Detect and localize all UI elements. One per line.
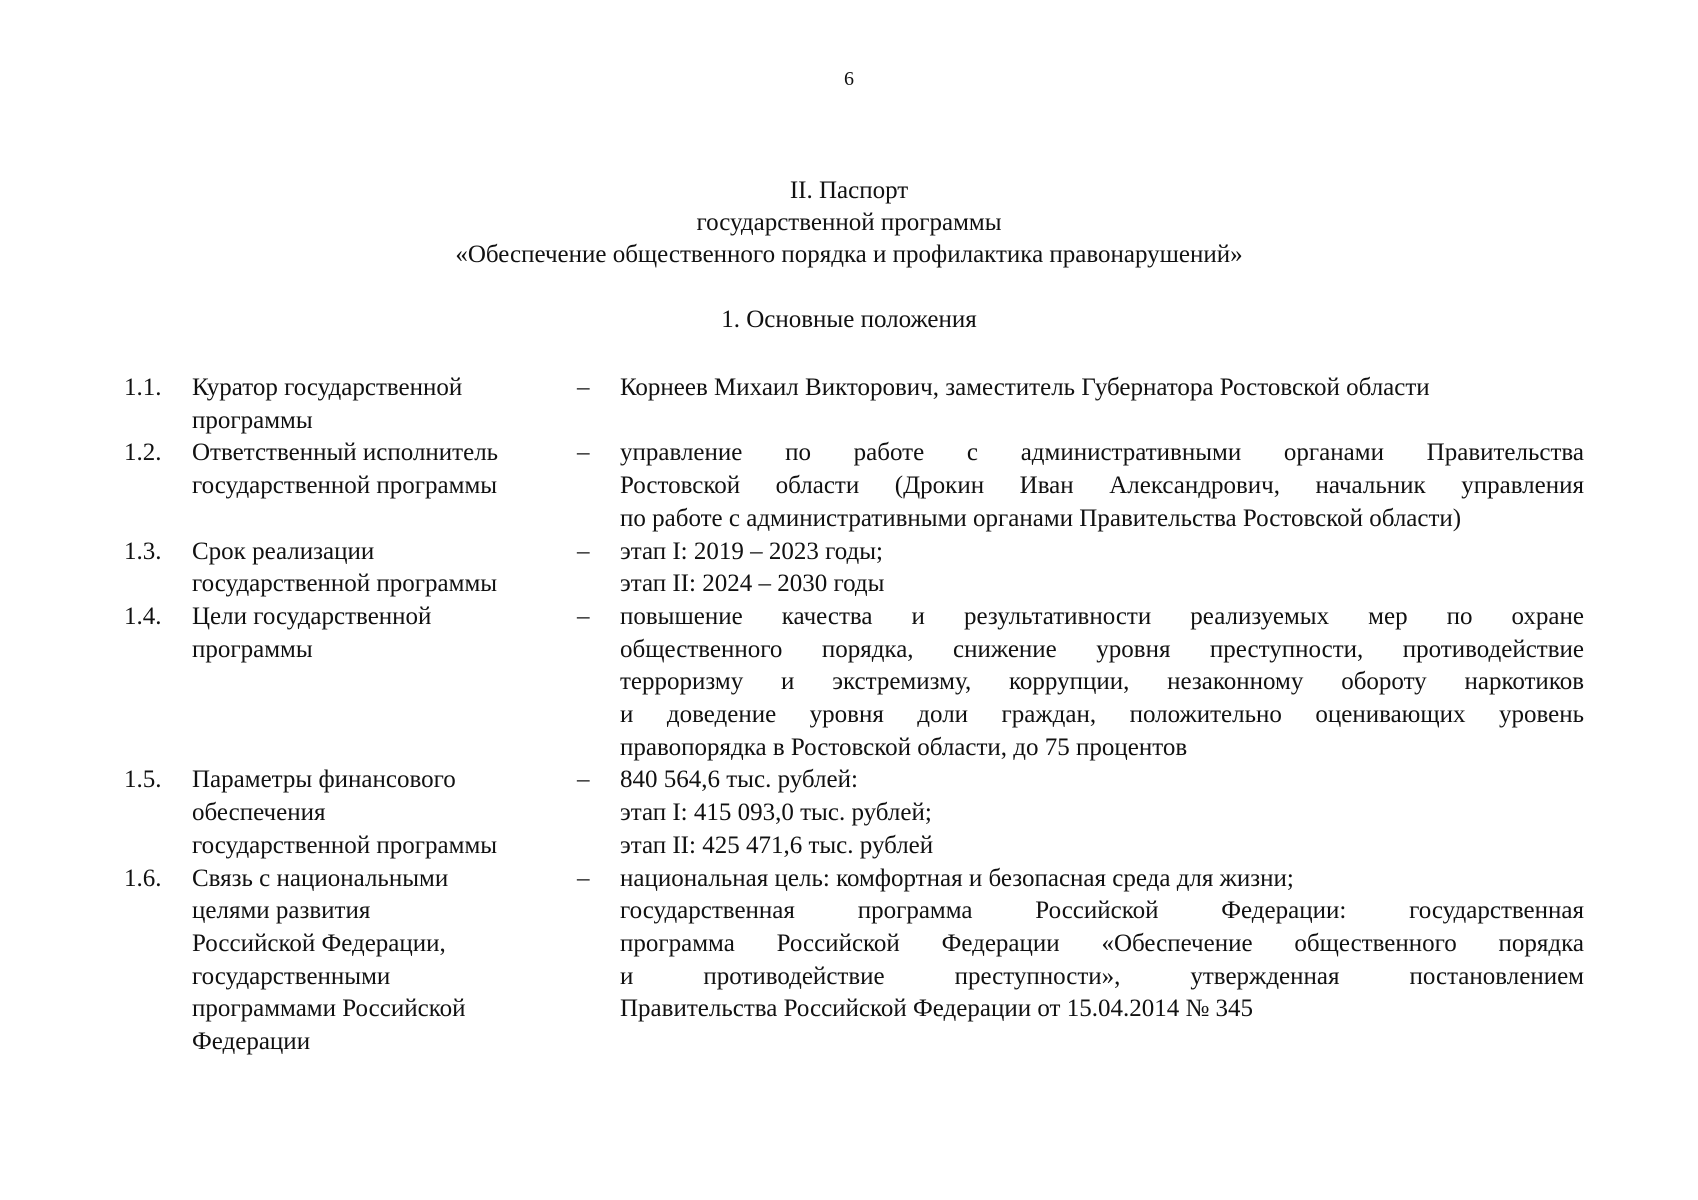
- row-label-line: Российской Федерации,: [192, 929, 446, 957]
- row-label-line: государственной программы: [192, 831, 498, 859]
- row-value: [620, 437, 1584, 535]
- row-value-line: 840 564,6 тыс. рублей:: [620, 766, 858, 794]
- passport-row: [0, 863, 1698, 1059]
- row-label-line: государственной программы: [192, 570, 498, 598]
- row-number: 1.2.: [124, 439, 162, 467]
- passport-row: [0, 601, 1698, 765]
- row-value-line: по работе с административными органами Правительства Ростовской области): [620, 504, 1462, 532]
- row-value-line: национальная цель: комфортная и безопасная среда для жизни;: [620, 864, 1294, 892]
- row-label-line: Параметры финансового: [192, 766, 456, 794]
- row-value-line: этап I: 415 093,0 тыс. рублей;: [620, 799, 932, 827]
- row-value: [620, 536, 1584, 601]
- row-value-line: терроризму и экстремизму, коррупции, незаконному обороту наркотиков: [620, 668, 1584, 696]
- row-label-line: программами Российской: [192, 995, 466, 1023]
- row-value: [620, 601, 1584, 765]
- passport-table: [0, 372, 1698, 1059]
- row-label-line: целями развития: [192, 897, 371, 925]
- row-value-line: этап I: 2019 – 2023 годы;: [620, 537, 884, 565]
- row-label-line: государственной программы: [192, 472, 498, 500]
- row-label-line: Федерации: [192, 1028, 311, 1056]
- row-dash: –: [577, 864, 590, 892]
- row-value: [620, 372, 1584, 437]
- passport-heading-line-2: государственной программы: [696, 209, 1002, 236]
- section-title: 1. Основные положения: [721, 306, 977, 333]
- row-value-line: программа Российской Федерации «Обеспечение общественного порядка: [620, 929, 1584, 957]
- row-label-line: Цели государственной: [192, 602, 432, 630]
- row-dash: –: [577, 374, 590, 401]
- row-label: [192, 437, 577, 535]
- row-label-line: программы: [192, 635, 313, 663]
- row-label-line: программы: [192, 406, 313, 434]
- row-label: [192, 536, 577, 601]
- row-dash: –: [577, 537, 590, 565]
- row-value-line: государственная программа Российской Федерации: государственная: [620, 897, 1584, 925]
- passport-row: [0, 536, 1698, 601]
- row-label-line: Куратор государственной: [192, 374, 463, 401]
- row-number: 1.3.: [124, 537, 162, 565]
- passport-row: [0, 437, 1698, 535]
- row-value-line: повышение качества и результативности реализуемых мер по охране: [620, 602, 1584, 630]
- row-label: [192, 601, 577, 765]
- row-label-line: Ответственный исполнитель: [192, 439, 499, 467]
- row-label-line: Связь с национальными: [192, 864, 449, 892]
- passport-row: [0, 764, 1698, 862]
- row-dash: –: [577, 602, 590, 630]
- row-number: 1.6.: [124, 864, 162, 892]
- row-value-line: правопорядка в Ростовской области, до 75 процентов: [620, 733, 1188, 761]
- passport-heading-line-1: II. Паспорт: [789, 177, 909, 204]
- row-label: [192, 372, 577, 437]
- row-number: 1.5.: [124, 766, 162, 794]
- row-value-line: Правительства Российской Федерации от 15.04.2014 № 345: [620, 995, 1254, 1023]
- row-value-line: и противодействие преступности», утвержденная постановлением: [620, 962, 1584, 990]
- passport-row: [0, 372, 1698, 437]
- row-value-line: этап II: 2024 – 2030 годы: [620, 570, 885, 598]
- row-value-line: Ростовской области (Дрокин Иван Александрович, начальник управления: [620, 472, 1584, 500]
- row-label-line: государственными: [192, 962, 391, 990]
- row-label-line: Срок реализации: [192, 537, 375, 565]
- row-dash: –: [577, 439, 590, 467]
- row-number: 1.1.: [124, 374, 162, 401]
- row-dash: –: [577, 766, 590, 794]
- page-number: 6: [844, 68, 854, 90]
- row-label-line: обеспечения: [192, 799, 326, 827]
- row-value: [620, 764, 1584, 862]
- row-value-line: и доведение уровня доли граждан, положительно оценивающих уровень: [620, 701, 1584, 729]
- row-value: [620, 863, 1584, 1059]
- row-value-line: общественного порядка, снижение уровня преступности, противодействие: [620, 635, 1584, 663]
- row-value-line: этап II: 425 471,6 тыс. рублей: [620, 831, 934, 859]
- row-number: 1.4.: [124, 602, 162, 630]
- row-label: [192, 863, 577, 1059]
- passport-heading-line-3: «Обеспечение общественного порядка и профилактика правонарушений»: [455, 241, 1243, 268]
- row-value-line: Корнеев Михаил Викторович, заместитель Губернатора Ростовской области: [620, 374, 1430, 401]
- row-label: [192, 764, 577, 862]
- row-value-line: управление по работе с административными органами Правительства: [620, 439, 1584, 467]
